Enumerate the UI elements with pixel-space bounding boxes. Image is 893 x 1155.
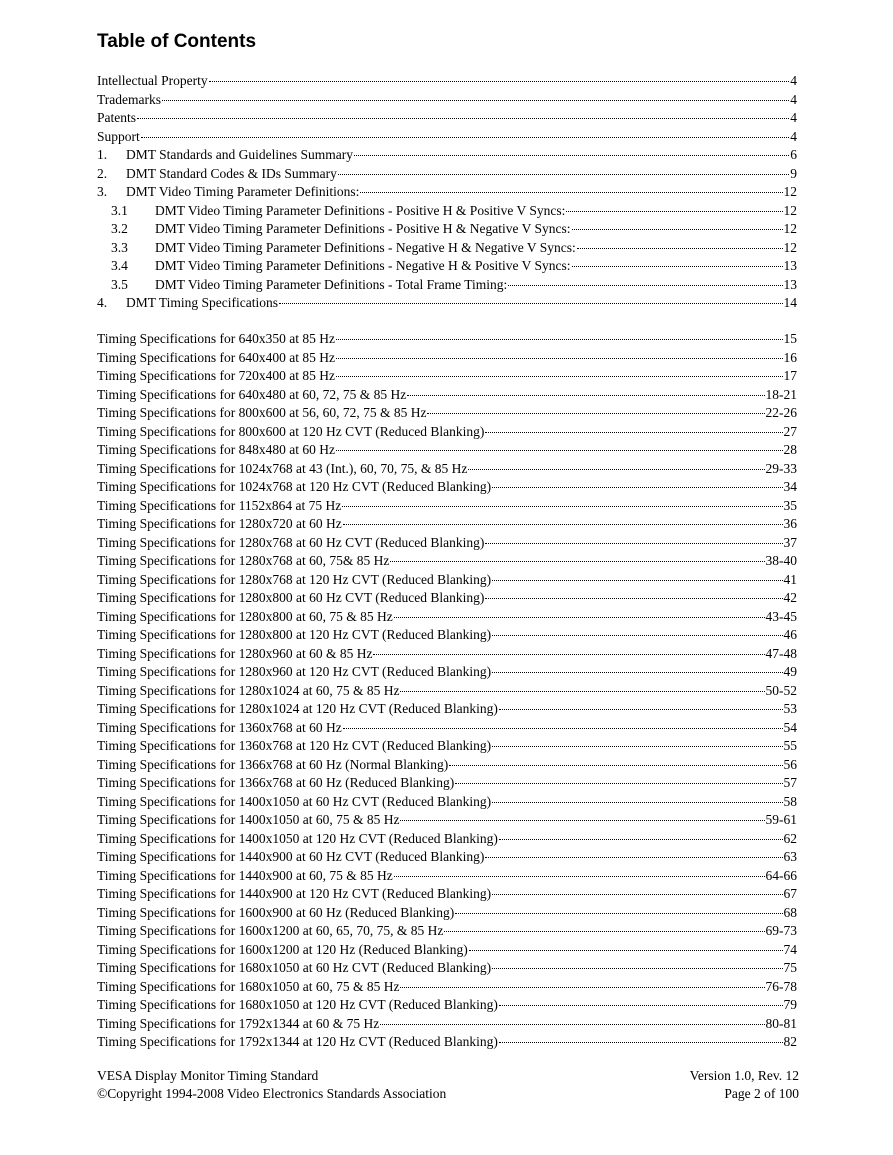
toc-dot-leader xyxy=(492,968,782,969)
toc-entry[interactable] xyxy=(97,350,797,369)
toc-entry-number: 3. xyxy=(97,184,108,199)
toc-entry-page: 9 xyxy=(790,165,797,181)
toc-entry[interactable] xyxy=(97,368,797,387)
toc-entry-title: DMT Timing Specifications xyxy=(126,295,279,310)
toc-entry[interactable] xyxy=(97,516,797,535)
toc-entry-number: 4. xyxy=(97,295,108,310)
toc-entry-page: 82 xyxy=(783,1034,797,1049)
page-title: Table of Contents xyxy=(97,31,257,52)
toc-dot-leader xyxy=(485,432,782,433)
toc-entry-page: 56 xyxy=(783,756,797,772)
toc-entry-page: 41 xyxy=(783,571,797,587)
toc-entry-title: Timing Specifications for 640x480 at 60, 72, 75 & 85 Hz xyxy=(97,386,407,402)
toc-dot-leader xyxy=(492,672,782,673)
toc-entry-title: Timing Specifications for 1280x800 at 60 Hz CVT (Reduced Blanking) xyxy=(97,590,485,605)
toc-entry-title: Timing Specifications for 640x350 at 85 Hz xyxy=(97,331,335,346)
toc-timing-section xyxy=(97,331,797,1053)
toc-entry[interactable] xyxy=(97,997,797,1016)
toc-entry[interactable] xyxy=(97,905,797,924)
toc-dot-leader xyxy=(499,839,783,840)
toc-entry[interactable] xyxy=(97,184,797,203)
footer-page-number: Page 2 of 100 xyxy=(724,1086,799,1101)
toc-entry-page: 50-52 xyxy=(765,682,797,698)
toc-entry-page: 54 xyxy=(783,719,797,735)
toc-entry-title: Timing Specifications for 1440x900 at 60 Hz CVT (Reduced Blanking) xyxy=(97,849,485,864)
toc-entry-title: Timing Specifications for 1280x768 at 60 Hz CVT (Reduced Blanking) xyxy=(97,534,485,550)
toc-entry-page: 4 xyxy=(790,128,797,144)
toc-entry[interactable] xyxy=(97,683,797,702)
toc-dot-leader xyxy=(427,413,764,414)
toc-entry-page: 55 xyxy=(783,738,797,753)
toc-entry-page: 59-61 xyxy=(765,812,797,827)
toc-entry-page: 62 xyxy=(783,830,797,846)
toc-dot-leader xyxy=(343,728,783,729)
toc-entry-title: DMT Standard Codes & IDs Summary xyxy=(126,165,337,181)
toc-entry-page: 80-81 xyxy=(765,1015,797,1031)
toc-entry-number: 1. xyxy=(97,147,108,162)
toc-entry-title: Timing Specifications for 1280x960 at 60 & 85 Hz xyxy=(97,645,373,661)
toc-entry-title: Timing Specifications for 1792x1344 at 60 & 75 Hz xyxy=(97,1015,380,1031)
toc-entry-page: 12 xyxy=(783,202,797,218)
toc-dot-leader xyxy=(508,285,782,286)
toc-entry[interactable] xyxy=(97,646,797,665)
toc-entry-page: 4 xyxy=(790,110,797,125)
toc-entry-page: 79 xyxy=(783,997,797,1012)
toc-dot-leader xyxy=(360,192,782,193)
toc-entry[interactable] xyxy=(97,1034,797,1053)
toc-dot-leader xyxy=(141,137,789,138)
toc-entry[interactable] xyxy=(97,831,797,850)
toc-entry[interactable] xyxy=(97,405,797,424)
toc-entry[interactable] xyxy=(97,240,797,259)
toc-dot-leader xyxy=(279,303,782,304)
toc-entry[interactable] xyxy=(97,572,797,591)
toc-entry-page: 18-21 xyxy=(765,386,797,402)
toc-entry[interactable] xyxy=(97,868,797,887)
toc-entry-title: Timing Specifications for 1366x768 at 60 Hz (Reduced Blanking) xyxy=(97,775,455,790)
toc-entry-title: Timing Specifications for 1024x768 at 120 Hz CVT (Reduced Blanking) xyxy=(97,479,492,494)
toc-entry-page: 14 xyxy=(783,295,797,310)
toc-entry-page: 15 xyxy=(783,331,797,346)
toc-dot-leader xyxy=(577,248,783,249)
toc-entry-title: Timing Specifications for 1280x800 at 60, 75 & 85 Hz xyxy=(97,608,393,624)
toc-dot-leader xyxy=(572,266,783,267)
toc-entry-title: Timing Specifications for 1024x768 at 43 (Int.), 60, 70, 75, & 85 Hz xyxy=(97,460,468,476)
toc-dot-leader xyxy=(455,913,782,914)
toc-entry-title: Timing Specifications for 1792x1344 at 120 Hz CVT (Reduced Blanking) xyxy=(97,1034,498,1049)
toc-entry-page: 43-45 xyxy=(765,608,797,624)
toc-entry-page: 27 xyxy=(783,423,797,439)
toc-dot-leader xyxy=(485,543,782,544)
toc-dot-leader xyxy=(343,524,783,525)
toc-entry[interactable] xyxy=(97,147,797,166)
toc-dot-leader xyxy=(492,580,782,581)
toc-entry[interactable] xyxy=(97,923,797,942)
footer-copyright: ©Copyright 1994-2008 Video Electronics Standards Association xyxy=(97,1086,447,1101)
toc-entry-title: Timing Specifications for 1680x1050 at 120 Hz CVT (Reduced Blanking) xyxy=(97,997,498,1012)
toc-dot-leader xyxy=(468,469,764,470)
toc-entry-page: 6 xyxy=(790,147,797,162)
toc-dot-leader xyxy=(380,1024,764,1025)
toc-entry-title: Timing Specifications for 800x600 at 56, 60, 72, 75 & 85 Hz xyxy=(97,405,427,420)
toc-dot-leader xyxy=(162,100,789,101)
toc-entry[interactable] xyxy=(97,664,797,683)
toc-dot-leader xyxy=(394,876,765,877)
toc-entry[interactable] xyxy=(97,424,797,443)
toc-entry-page: 16 xyxy=(783,349,797,365)
toc-dot-leader xyxy=(354,155,789,156)
toc-entry-title: Timing Specifications for 1400x1050 at 120 Hz CVT (Reduced Blanking) xyxy=(97,830,498,846)
toc-dot-leader xyxy=(407,395,764,396)
toc-entry-page: 74 xyxy=(783,941,797,957)
toc-entry[interactable] xyxy=(97,627,797,646)
toc-dot-leader xyxy=(137,118,789,119)
footer-document-title: VESA Display Monitor Timing Standard xyxy=(97,1068,319,1083)
toc-entry-title: Support xyxy=(97,128,140,144)
toc-entry-page: 17 xyxy=(783,368,797,383)
toc-entry[interactable] xyxy=(97,775,797,794)
toc-dot-leader xyxy=(400,987,764,988)
toc-dot-leader xyxy=(455,783,782,784)
toc-entry-title: DMT Video Timing Parameter Definitions - Negative H & Positive V Syncs: xyxy=(155,258,571,273)
toc-entry-page: 13 xyxy=(783,276,797,292)
toc-entry[interactable] xyxy=(97,129,797,148)
toc-entry-title: DMT Video Timing Parameter Definitions - Negative H & Negative V Syncs: xyxy=(155,239,576,255)
toc-entry-title: Timing Specifications for 1360x768 at 120 Hz CVT (Reduced Blanking) xyxy=(97,738,492,753)
toc-entry[interactable] xyxy=(97,886,797,905)
toc-entry[interactable] xyxy=(97,794,797,813)
toc-dot-leader xyxy=(400,820,764,821)
footer-version: Version 1.0, Rev. 12 xyxy=(689,1068,799,1083)
toc-dot-leader xyxy=(336,376,783,377)
toc-entry[interactable] xyxy=(97,277,797,296)
toc-entry[interactable] xyxy=(97,609,797,628)
toc-entry-number: 3.1 xyxy=(111,202,128,218)
toc-entry-number: 3.4 xyxy=(111,258,128,273)
toc-entry-page: 13 xyxy=(783,258,797,273)
toc-entry-page: 34 xyxy=(783,479,797,494)
toc-entry[interactable] xyxy=(97,812,797,831)
toc-entry[interactable] xyxy=(97,849,797,868)
toc-dot-leader xyxy=(373,654,764,655)
toc-entry[interactable] xyxy=(97,221,797,240)
toc-entry-title: Trademarks xyxy=(97,91,161,107)
toc-entry[interactable] xyxy=(97,701,797,720)
toc-entry[interactable] xyxy=(97,979,797,998)
toc-entry-page: 75 xyxy=(783,960,797,975)
toc-top-section xyxy=(97,73,797,314)
toc-entry-page: 37 xyxy=(783,534,797,550)
toc-entry-number: 3.5 xyxy=(111,276,128,292)
toc-entry-title: Timing Specifications for 720x400 at 85 Hz xyxy=(97,368,335,383)
toc-entry[interactable] xyxy=(97,757,797,776)
toc-dot-leader xyxy=(342,506,782,507)
toc-entry-page: 12 xyxy=(783,184,797,199)
toc-entry-page: 4 xyxy=(790,91,797,107)
toc-entry-page: 29-33 xyxy=(765,460,797,476)
toc-entry[interactable] xyxy=(97,166,797,185)
toc-entry-page: 35 xyxy=(783,497,797,513)
toc-entry-page: 68 xyxy=(783,904,797,920)
toc-dot-leader xyxy=(485,598,782,599)
toc-dot-leader xyxy=(492,635,782,636)
toc-entry-title: Patents xyxy=(97,110,136,125)
toc-entry-title: Timing Specifications for 800x600 at 120 Hz CVT (Reduced Blanking) xyxy=(97,423,485,439)
toc-dot-leader xyxy=(485,857,782,858)
toc-entry[interactable] xyxy=(97,1016,797,1035)
toc-dot-leader xyxy=(499,709,783,710)
toc-entry-title: Timing Specifications for 1152x864 at 75 Hz xyxy=(97,497,342,513)
toc-entry-page: 22-26 xyxy=(765,405,797,420)
toc-entry[interactable] xyxy=(97,738,797,757)
toc-entry[interactable] xyxy=(97,960,797,979)
toc-dot-leader xyxy=(492,487,782,488)
toc-entry-title: DMT Video Timing Parameter Definitions - Positive H & Negative V Syncs: xyxy=(155,221,571,236)
toc-dot-leader xyxy=(338,174,789,175)
toc-entry-page: 28 xyxy=(783,442,797,457)
toc-entry-title: Timing Specifications for 1280x768 at 60, 75& 85 Hz xyxy=(97,553,390,568)
toc-entry-title: Timing Specifications for 1680x1050 at 60 Hz CVT (Reduced Blanking) xyxy=(97,960,492,975)
toc-entry-title: Timing Specifications for 1280x1024 at 120 Hz CVT (Reduced Blanking) xyxy=(97,701,498,716)
toc-dot-leader xyxy=(492,802,782,803)
toc-entry-title: Timing Specifications for 1440x900 at 60, 75 & 85 Hz xyxy=(97,867,393,883)
toc-entry-title: Timing Specifications for 1400x1050 at 60 Hz CVT (Reduced Blanking) xyxy=(97,793,492,809)
toc-entry-title: Timing Specifications for 1280x1024 at 60, 75 & 85 Hz xyxy=(97,682,400,698)
toc-entry-title: DMT Video Timing Parameter Definitions - Positive H & Positive V Syncs: xyxy=(155,202,566,218)
page-footer xyxy=(97,1068,799,1104)
toc-entry-number: 3.3 xyxy=(111,239,128,255)
toc-entry-title: Timing Specifications for 1280x800 at 120 Hz CVT (Reduced Blanking) xyxy=(97,627,492,642)
toc-entry[interactable] xyxy=(97,498,797,517)
toc-dot-leader xyxy=(400,691,764,692)
toc-entry[interactable] xyxy=(97,92,797,111)
toc-entry-title: Timing Specifications for 1600x1200 at 60, 65, 70, 75, & 85 Hz xyxy=(97,923,444,938)
toc-entry-page: 57 xyxy=(783,775,797,790)
toc-dot-leader xyxy=(492,746,782,747)
toc-entry-page: 36 xyxy=(783,516,797,531)
toc-dot-leader xyxy=(336,358,783,359)
toc-entry-title: Timing Specifications for 1600x1200 at 120 Hz (Reduced Blanking) xyxy=(97,941,468,957)
toc-entry[interactable] xyxy=(97,73,797,92)
toc-entry[interactable] xyxy=(97,479,797,498)
toc-entry-number: 3.2 xyxy=(111,221,128,236)
toc-entry-title: Timing Specifications for 1280x720 at 60 Hz xyxy=(97,516,342,531)
toc-entry-title: DMT Video Timing Parameter Definitions - Total Frame Timing: xyxy=(155,276,508,292)
toc-entry-page: 63 xyxy=(783,849,797,864)
toc-dot-leader xyxy=(449,765,782,766)
toc-entry-title: Timing Specifications for 1366x768 at 60 Hz (Normal Blanking) xyxy=(97,756,449,772)
toc-dot-leader xyxy=(499,1042,783,1043)
toc-entry-page: 42 xyxy=(783,590,797,605)
toc-dot-leader xyxy=(499,1005,783,1006)
toc-entry[interactable] xyxy=(97,387,797,406)
toc-entry-page: 64-66 xyxy=(765,867,797,883)
toc-entry-title: Intellectual Property xyxy=(97,73,208,88)
toc-entry-page: 46 xyxy=(783,627,797,642)
toc-entry-page: 47-48 xyxy=(765,645,797,661)
toc-entry[interactable] xyxy=(97,331,797,350)
toc-entry-page: 49 xyxy=(783,664,797,679)
toc-entry-title: Timing Specifications for 1680x1050 at 60, 75 & 85 Hz xyxy=(97,978,400,994)
toc-entry[interactable] xyxy=(97,442,797,461)
toc-dot-leader xyxy=(492,894,782,895)
toc-entry-title: Timing Specifications for 1280x960 at 120 Hz CVT (Reduced Blanking) xyxy=(97,664,492,679)
toc-entry-title: Timing Specifications for 1360x768 at 60 Hz xyxy=(97,719,342,735)
toc-entry-title: Timing Specifications for 848x480 at 60 Hz xyxy=(97,442,335,457)
toc-entry-title: Timing Specifications for 1440x900 at 120 Hz CVT (Reduced Blanking) xyxy=(97,886,492,901)
toc-dot-leader xyxy=(394,617,765,618)
toc-dot-leader xyxy=(566,211,782,212)
toc-entry-title: DMT Standards and Guidelines Summary xyxy=(126,147,353,162)
toc-entry-page: 69-73 xyxy=(765,923,797,938)
toc-entry[interactable] xyxy=(97,258,797,277)
toc-dot-leader xyxy=(444,931,764,932)
toc-entry[interactable] xyxy=(97,720,797,739)
toc-entry[interactable] xyxy=(97,535,797,554)
toc-entry-page: 4 xyxy=(790,73,797,88)
toc-entry[interactable] xyxy=(97,590,797,609)
toc-entry-title: Timing Specifications for 1400x1050 at 60, 75 & 85 Hz xyxy=(97,812,400,827)
toc-entry[interactable] xyxy=(97,295,797,314)
toc-dot-leader xyxy=(390,561,764,562)
toc-entry[interactable] xyxy=(97,203,797,222)
toc-entry-title: Timing Specifications for 1280x768 at 120 Hz CVT (Reduced Blanking) xyxy=(97,571,492,587)
toc-entry-page: 76-78 xyxy=(765,978,797,994)
toc-entry-page: 58 xyxy=(783,793,797,809)
toc-entry-page: 67 xyxy=(783,886,797,901)
toc-entry-title: Timing Specifications for 1600x900 at 60 Hz (Reduced Blanking) xyxy=(97,904,455,920)
toc-entry[interactable] xyxy=(97,461,797,480)
toc-entry-page: 12 xyxy=(783,221,797,236)
toc-dot-leader xyxy=(209,81,790,82)
toc-entry[interactable] xyxy=(97,942,797,961)
toc-entry[interactable] xyxy=(97,110,797,129)
toc-dot-leader xyxy=(469,950,783,951)
toc-entry[interactable] xyxy=(97,553,797,572)
toc-dot-leader xyxy=(336,450,783,451)
toc-dot-leader xyxy=(336,339,783,340)
toc-entry-title: DMT Video Timing Parameter Definitions: xyxy=(126,184,360,199)
toc-entry-title: Timing Specifications for 640x400 at 85 Hz xyxy=(97,349,335,365)
toc-entry-number: 2. xyxy=(97,165,108,181)
toc-dot-leader xyxy=(572,229,783,230)
toc-entry-page: 38-40 xyxy=(765,553,797,568)
toc-entry-page: 12 xyxy=(783,239,797,255)
toc-entry-page: 53 xyxy=(783,701,797,716)
